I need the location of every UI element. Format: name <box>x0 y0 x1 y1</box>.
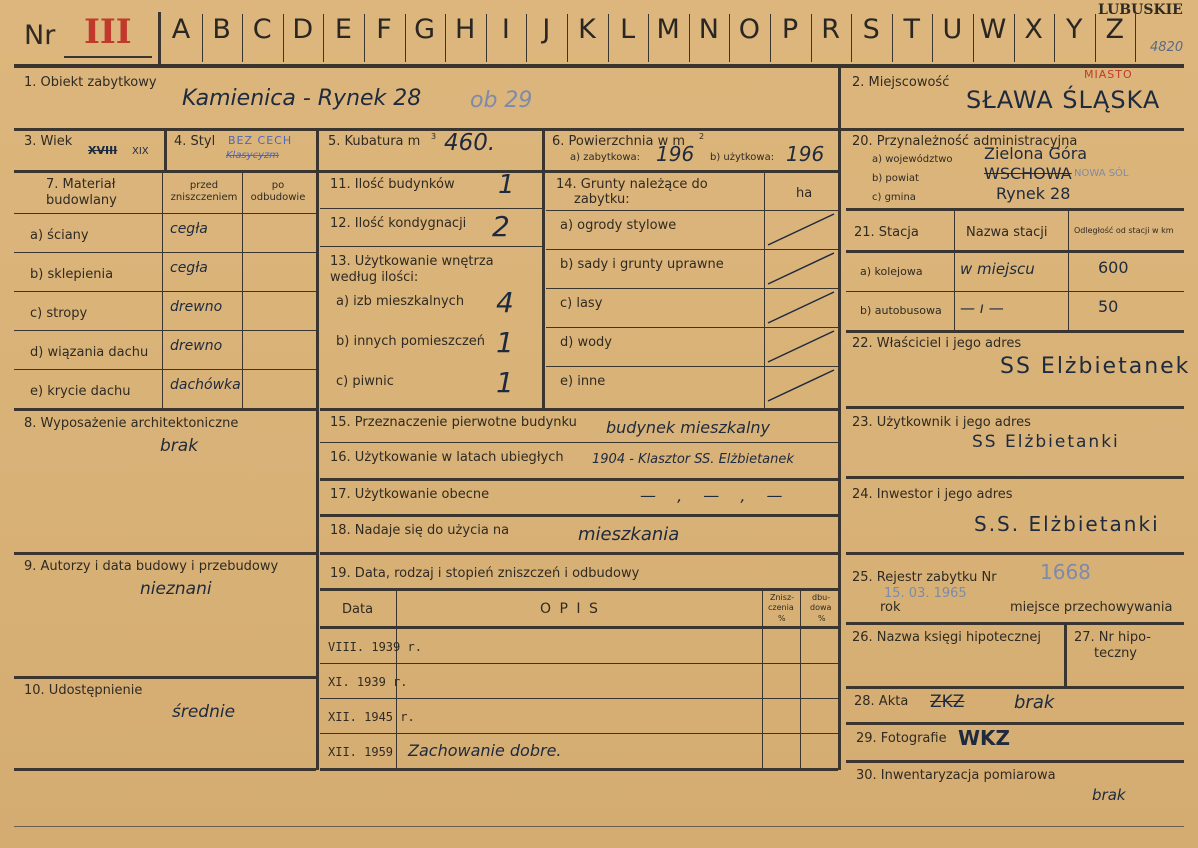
f14-dash-line <box>768 331 834 362</box>
f20-b-label: b) powiat <box>872 173 919 184</box>
letter-divider <box>729 14 730 62</box>
row-rule <box>14 330 316 331</box>
row-rule <box>320 246 542 247</box>
f14-dash-mark <box>766 249 836 288</box>
row-rule <box>320 552 838 555</box>
f16-label: 16. Użytkowanie w latach ubiegłych <box>330 450 564 465</box>
f7-row-label: c) stropy <box>30 306 88 321</box>
f19-col-b2: dowa <box>810 603 832 612</box>
row-rule <box>14 128 1184 131</box>
f1-extra: ob 29 <box>470 88 533 113</box>
row-rule <box>320 588 838 591</box>
divider <box>162 172 163 408</box>
nr-label: Nr <box>24 20 56 51</box>
f2-note: MIASTO <box>1084 68 1133 81</box>
row-rule <box>14 369 316 370</box>
f20-c-value: Rynek 28 <box>996 184 1071 203</box>
f21-col-dist: Odległość od stacji w km <box>1074 226 1174 235</box>
f14-label-1: 14. Grunty należące do <box>556 177 708 192</box>
row-rule <box>14 768 316 771</box>
f11-label: 11. Ilość budynków <box>330 177 455 192</box>
f23-value: SS Elżbietanki <box>972 432 1120 452</box>
f27-label-1: 27. Nr hipo- <box>1074 630 1151 645</box>
f30-value: brak <box>1092 786 1126 804</box>
index-letter: T <box>903 14 921 45</box>
nr-underline <box>64 56 152 58</box>
index-letter: S <box>862 14 880 45</box>
region-stamp: LUBUSKIE <box>1098 2 1183 18</box>
f1-value: Kamienica - Rynek 28 <box>182 86 422 111</box>
f7-col1: przed zniszczeniem <box>170 180 238 203</box>
f7-row-value: cegła <box>170 221 208 237</box>
row-rule <box>846 476 1184 479</box>
row-rule <box>320 626 838 629</box>
f19-col-desc: O P I S <box>540 601 600 617</box>
f13-row-value: 1 <box>496 326 514 359</box>
f28-crossed: ZKZ <box>930 692 965 712</box>
letter-divider <box>567 14 568 62</box>
letter-divider <box>445 14 446 62</box>
index-letter: R <box>821 14 840 45</box>
f14-dash-line <box>768 214 834 245</box>
letter-divider <box>1135 14 1136 62</box>
letter-divider <box>486 14 487 62</box>
f24-value: S.S. Elżbietanki <box>974 512 1160 536</box>
f10-label: 10. Udostępnienie <box>24 683 143 698</box>
f15-value: budynek mieszkalny <box>606 418 770 437</box>
f20-b-value: WSCHOWA <box>984 164 1072 183</box>
f20-c-label: c) gmina <box>872 192 916 203</box>
f21-row-dist: 600 <box>1098 258 1129 277</box>
f7-row-value: drewno <box>170 338 223 354</box>
f13-row-value: 1 <box>496 366 514 399</box>
f21-row-name: w miejscu <box>960 260 1035 278</box>
row-rule <box>846 722 1184 725</box>
f12-label: 12. Ilość kondygnacji <box>330 216 467 231</box>
f19-col-b1: dbu- <box>812 593 831 602</box>
f5-label: 5. Kubatura m <box>328 134 421 149</box>
f28-value: brak <box>1014 692 1055 713</box>
letter-divider <box>1095 14 1096 62</box>
index-letter: F <box>376 14 392 45</box>
row-rule <box>320 514 838 517</box>
row-rule <box>846 686 1184 689</box>
f14-dash-line <box>768 292 834 323</box>
index-letter: C <box>252 14 272 45</box>
f19-col-date: Data <box>342 602 374 617</box>
letter-divider <box>932 14 933 62</box>
f19-row-date: XII. 1959 <box>328 745 394 759</box>
f2-value: SŁAWA ŚLĄSKA <box>966 86 1161 114</box>
f21-label: 21. Stacja <box>854 225 919 240</box>
center-divider-left <box>316 130 319 770</box>
index-letter: U <box>942 14 963 45</box>
f7-col2: po odbudowie <box>250 180 306 203</box>
f5-sup: 3 <box>431 132 437 141</box>
row-rule <box>320 442 838 443</box>
row-rule <box>320 768 838 771</box>
f17-label: 17. Użytkowanie obecne <box>330 487 490 502</box>
f2-label: 2. Miejscowość <box>852 75 950 90</box>
index-letter: J <box>542 14 551 45</box>
f29-value: WKZ <box>958 726 1011 750</box>
letter-divider <box>689 14 690 62</box>
letter-divider <box>973 14 974 62</box>
f6-a-value: 196 <box>656 142 695 166</box>
f6-b-label: b) użytkowa: <box>710 152 775 163</box>
divider <box>954 210 955 330</box>
f7-row-value: dachówka <box>170 377 241 393</box>
f10-value: średnie <box>172 702 236 722</box>
f14-dash-line <box>768 370 834 401</box>
letter-divider <box>526 14 527 62</box>
f20-label: 20. Przynależność administracyjna <box>852 134 1078 149</box>
row-rule <box>846 291 1184 292</box>
letter-divider <box>648 14 649 62</box>
f19-col-b-pct: % <box>818 614 826 623</box>
letter-divider <box>608 14 609 62</box>
f3-label: 3. Wiek <box>24 134 73 149</box>
index-letter: Y <box>1065 14 1083 45</box>
index-letter: D <box>292 14 314 45</box>
row-rule <box>846 622 1184 625</box>
header-rule <box>14 64 1184 68</box>
row-rule <box>846 760 1184 763</box>
f8-label: 8. Wyposażenie architektoniczne <box>24 416 239 431</box>
f6-a-label: a) zabytkowa: <box>570 152 640 163</box>
divider <box>1064 622 1067 686</box>
row-rule <box>846 406 1184 409</box>
f6-sup: 2 <box>699 132 705 141</box>
f22-value: SS Elżbietanek <box>1000 354 1191 379</box>
index-letter: L <box>620 14 636 45</box>
letter-divider <box>405 14 406 62</box>
letter-divider <box>283 14 284 62</box>
f21-col-name: Nazwa stacji <box>966 225 1048 240</box>
letter-divider <box>202 14 203 62</box>
f27-label-2: teczny <box>1094 646 1137 661</box>
f26-label: 26. Nazwa księgi hipotecznej <box>852 630 1041 645</box>
f11-value: 1 <box>498 170 515 200</box>
row-rule <box>14 408 316 411</box>
row-rule <box>846 552 1184 555</box>
f9-value: nieznani <box>140 579 212 599</box>
f29-label: 29. Fotografie <box>856 731 947 746</box>
f25-place: miejsce przechowywania <box>1010 600 1173 615</box>
letter-divider <box>1054 14 1055 62</box>
f14-row-label: d) wody <box>560 335 612 350</box>
index-letter: Z <box>1105 14 1125 45</box>
f20-a-value: Zielona Góra <box>984 144 1088 163</box>
divider <box>764 172 765 408</box>
f7-row-value: drewno <box>170 299 223 315</box>
row-rule <box>320 663 838 664</box>
f22-label: 22. Właściciel i jego adres <box>852 336 1022 351</box>
row-rule <box>846 250 1184 253</box>
bottom-edge <box>14 826 1184 827</box>
f19-col-z1: Znisz- <box>770 593 795 602</box>
f7-label-2: budowlany <box>46 193 117 208</box>
f6-label: 6. Powierzchnia w m <box>552 134 686 149</box>
f14-row-label: e) inne <box>560 374 606 389</box>
side-number: 4820 <box>1150 40 1184 55</box>
f3-crossed: XVIII <box>88 144 118 157</box>
f13-row-label: a) izb mieszkalnych <box>336 294 465 309</box>
f14-row-label: a) ogrody stylowe <box>560 218 677 233</box>
index-letter: I <box>501 14 510 45</box>
f14-dash-mark <box>766 288 836 327</box>
nr-value: III <box>84 12 132 52</box>
letter-divider <box>811 14 812 62</box>
f19-row-date: XII. 1945 r. <box>328 710 415 724</box>
divider <box>242 172 243 408</box>
f14-row-label: b) sady i grunty uprawne <box>560 257 724 272</box>
f9-label: 9. Autorzy i data budowy i przebudowy <box>24 559 279 574</box>
f28-label: 28. Akta <box>854 694 909 709</box>
f13-row-label: c) piwnic <box>336 374 394 389</box>
f4-value: BEZ CECH <box>228 134 293 147</box>
letter-divider <box>323 14 324 62</box>
f25-value: 1668 <box>1040 560 1091 584</box>
letter-divider <box>242 14 243 62</box>
f14-dash-mark <box>766 327 836 366</box>
index-letter: X <box>1024 14 1043 45</box>
f13-row-value: 4 <box>496 286 514 319</box>
f24-label: 24. Inwestor i jego adres <box>852 487 1013 502</box>
f19-label: 19. Data, rodzaj i stopień zniszczeń i odbudowy <box>330 566 640 581</box>
f18-label: 18. Nadaje się do użycia na <box>330 523 510 538</box>
index-letter: O <box>738 14 761 45</box>
divider <box>838 68 841 128</box>
f20-b-extra: NOWA SÓL <box>1074 168 1129 179</box>
f21-row-label: b) autobusowa <box>860 304 942 317</box>
index-letter: A <box>171 14 191 45</box>
index-letter: E <box>334 14 352 45</box>
f18-value: mieszkania <box>578 524 680 545</box>
f14-row-label: c) lasy <box>560 296 603 311</box>
divider <box>762 588 763 770</box>
index-letter: B <box>212 14 231 45</box>
f19-row-date: VIII. 1939 r. <box>328 640 422 654</box>
index-letter: M <box>656 14 680 45</box>
f25-rok-value: 15. 03. 1965 <box>884 586 967 601</box>
f7-row-label: e) krycie dachu <box>30 384 131 399</box>
row-rule <box>14 252 316 253</box>
f21-row-dist: 50 <box>1098 297 1119 316</box>
f14-dash-mark <box>766 210 836 249</box>
row-rule <box>320 478 838 481</box>
f5-value: 460. <box>444 130 496 156</box>
letter-divider <box>770 14 771 62</box>
header-divider <box>158 12 161 64</box>
row-rule <box>320 698 838 699</box>
f13-label-1: 13. Użytkowanie wnętrza <box>330 254 494 269</box>
divider <box>800 588 801 770</box>
f19-row-desc: Zachowanie dobre. <box>408 741 562 760</box>
f30-label: 30. Inwentaryzacja pomiarowa <box>856 768 1056 783</box>
index-letter: K <box>578 14 596 45</box>
f19-col-z2: czenia <box>768 603 794 612</box>
letter-divider <box>851 14 852 62</box>
divider <box>1068 210 1069 330</box>
index-letter: P <box>781 14 799 45</box>
row-rule <box>14 170 838 173</box>
f4-crossed: Klasycyzm <box>226 150 279 161</box>
f21-row-name: — ı — <box>960 299 1004 317</box>
f14-dash-line <box>768 253 834 284</box>
f23-label: 23. Użytkownik i jego adres <box>852 415 1031 430</box>
f25-label: 25. Rejestr zabytku Nr <box>852 570 997 585</box>
index-letter: N <box>698 14 719 45</box>
f25-rok-label: rok <box>880 600 901 615</box>
f21-row-label: a) kolejowa <box>860 265 923 278</box>
f14-col: ha <box>796 186 813 201</box>
row-rule <box>14 291 316 292</box>
f7-row-label: d) wiązania dachu <box>30 345 149 360</box>
row-rule <box>14 213 316 214</box>
index-letter: W <box>979 14 1007 45</box>
f6-b-value: 196 <box>786 142 825 166</box>
f1-label: 1. Obiekt zabytkowy <box>24 75 157 90</box>
f13-row-label: b) innych pomieszczeń <box>336 334 486 349</box>
f15-label: 15. Przeznaczenie pierwotne budynku <box>330 415 577 430</box>
f16-value: 1904 - Klasztor SS. Elżbietanek <box>592 452 794 467</box>
row-rule <box>320 208 542 209</box>
f7-row-label: a) ściany <box>30 228 89 243</box>
f19-row-date: XI. 1939 r. <box>328 675 408 689</box>
letter-divider <box>364 14 365 62</box>
f4-label: 4. Styl <box>174 134 216 149</box>
letter-divider <box>892 14 893 62</box>
f14-dash-mark <box>766 366 836 405</box>
f7-row-label: b) sklepienia <box>30 267 114 282</box>
index-letter: G <box>414 14 436 45</box>
row-rule <box>846 330 1184 333</box>
f17-value: — , — , — <box>640 486 791 505</box>
letter-divider <box>1014 14 1015 62</box>
f7-row-value: cegła <box>170 260 208 276</box>
f7-label-1: 7. Materiał <box>46 177 116 192</box>
row-rule <box>846 208 1184 211</box>
row-rule <box>14 552 316 555</box>
row-rule <box>320 733 838 734</box>
row-rule <box>14 676 316 679</box>
center-divider-right <box>838 130 841 770</box>
f20-a-label: a) województwo <box>872 154 953 165</box>
index-letter: H <box>455 14 476 45</box>
row-rule <box>320 408 838 411</box>
f14-label-2: zabytku: <box>574 192 630 207</box>
f19-col-z-pct: % <box>778 614 786 623</box>
f13-label-2: według ilości: <box>330 270 419 285</box>
f8-value: brak <box>160 436 199 456</box>
divider <box>164 130 167 170</box>
f3-value: XIX <box>132 146 149 157</box>
f12-value: 2 <box>492 210 510 243</box>
